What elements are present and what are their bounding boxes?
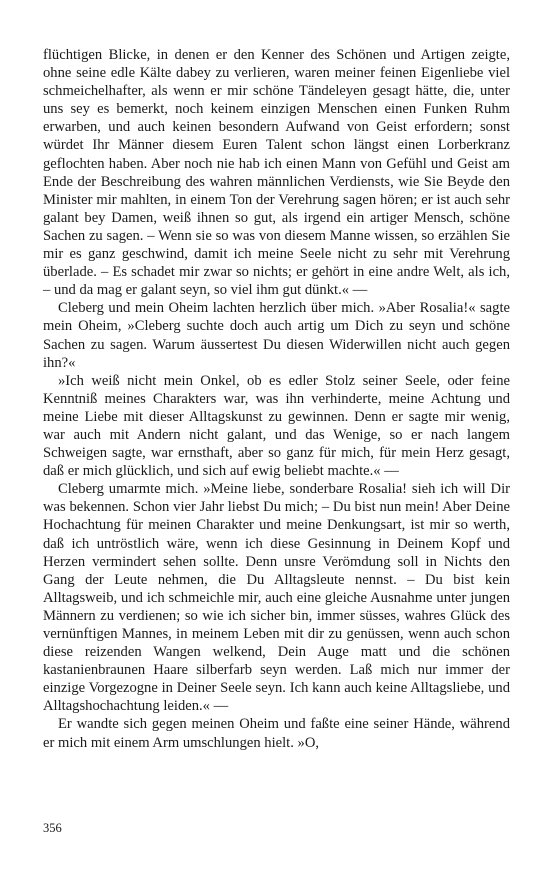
paragraph-1: flüchtigen Blicke, in denen er den Kenner des Schönen und Artigen zeigte, ohne seine edle Kälte dabey zu verlieren, waren meiner feinen Eigenliebe viel schmeichelhafter, als wenn er mir schöne Tändeleyen gesagt hätte, die, unter uns sey es bemerkt, noch keinem einzigen Menschen einen Funken Ruhm erwarben, und auch keinen besondern Aufwand von Geist erfordern; sonst würdet Ihr Männer diesem Euren Talent schon längst einen Lorberkranz geflochten haben. Aber noch nie hab ich einen Mann von Gefühl und Geist am Ende der Beschreibung des wahren männlichen Verdiensts, wie Sie Beyde den Minister mir mahlten, in einem Ton der Verehrung sagen hören; er ist auch sehr galant bey Damen, weiß ihnen so gut, als irgend ein artiger Mensch, schöne Sachen zu sagen. – Wenn sie so was von diesem Manne wissen, so erzählen Sie mir es ganz geschwind, damit ich meine Seele nicht zu sehr mit Verehrung überlade. – Es schadet mir zwar so nichts; er gehört in eine andre Welt, als ich, – und da mag er galant seyn, so viel ihm gut dünkt.« –– xyxy=(43,47,510,299)
paragraph-2: Cleberg und mein Oheim lachten herzlich über mich. »Aber Rosalia!« sagte mein Oheim, »Cleberg suchte doch auch artig um Dich zu seyn und schöne Sachen zu sagen. Warum äussertest Du diesen Widerwillen nicht auch gegen ihn?« xyxy=(43,300,510,371)
paragraph-5: Er wandte sich gegen meinen Oheim und faßte eine seiner Hände, während er mich mit einem Arm umschlungen hielt. »O, xyxy=(43,716,510,751)
page-number: 356 xyxy=(43,821,62,835)
page-body xyxy=(43,46,510,752)
paragraph-3: »Ich weiß nicht mein Onkel, ob es edler Stolz seiner Seele, oder feine Kenntniß meines Charakters war, was ihn verhinderte, meine Achtung und meine Liebe mit dieser Alltagskunst zu gewinnen. Denn er sagte mir wenig, war auch mit Andern nicht galant, und das Wenige, so er nach langem Schweigen sagte, war ernsthaft, aber so ganz für mich, für mein Herz gesagt, daß er mich glücklich, und sich auf ewig beliebt machte.« –– xyxy=(43,372,510,480)
paragraph-4: Cleberg umarmte mich. »Meine liebe, sonderbare Rosalia! sieh ich will Dir was bekennen. Schon vier Jahr liebst Du mich; – Du bist nun mein! Aber Deine Hochachtung für meinen Charakter und meine Denkungsart, ist mir so werth, daß ich untröstlich wäre, wenn ich diese Gesinnung in Deinem Kopf und Herzen vermindert sehen sollte. Denn unsre Verömdung soll in Nichts den Gang der Leute nehmen, die Du Alltagsleute nennst. – Du bist kein Alltagsweib, und ich schmeichle mir, auch eine gleiche Ausnahme unter jungen Männern zu verdienen; so wie ich sicher bin, immer süsses, wahres Glück des vernünftigen Mannes, in meinem Leben mit dir zu genüssen, wenn auch schon diese reizenden Wangen welkend, Dein Auge matt und die schönen kastanienbraunen Haare silberfarb seyn werden. Laß mich nur immer der einzige Vorgezogne in Deiner Seele seyn. Ich kann auch keine Alltagsliebe, und Alltagshochachtung leiden.« –– xyxy=(43,481,510,715)
